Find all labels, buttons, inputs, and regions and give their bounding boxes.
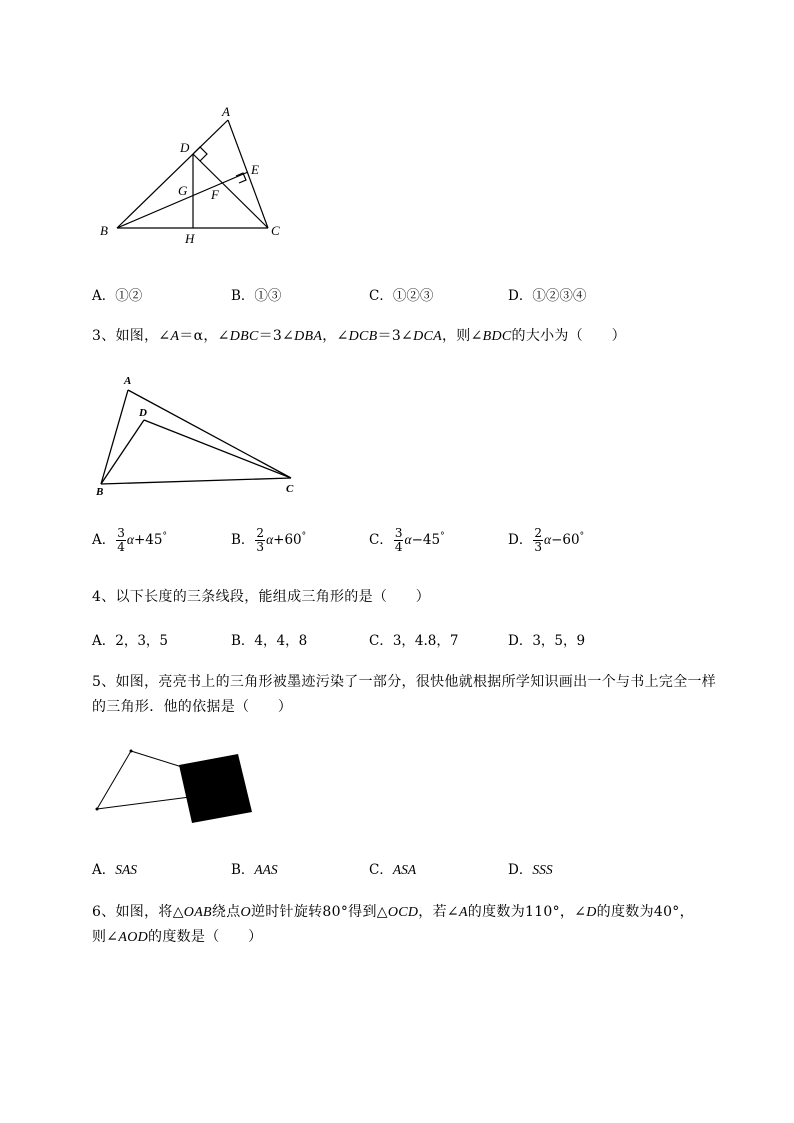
q4-option-a[interactable]: A．2，3，5 [92, 633, 169, 649]
q5-option-c[interactable]: C．ASA [369, 862, 417, 878]
q2-option-c[interactable]: C．①②③ [369, 288, 434, 304]
q3-label-a: A [124, 375, 132, 387]
ink-blot [179, 754, 252, 823]
q2-option-a[interactable]: A．①② [92, 288, 143, 304]
q6-stem-line1: 6、如图，将△OAB绕点O逆时针旋转80°得到△OCD，若∠A的度数为110°，∠D的度数为40°， [92, 904, 694, 920]
q4-stem: 4、以下长度的三条线段，能组成三角形的是（ ） [92, 589, 431, 605]
q3-stem: 3、如图，∠A＝α，∠DBC＝3∠DBA，∠DCB＝3∠DCA，则∠BDC的大小为（ ） [92, 328, 626, 344]
side-bottom [97, 797, 190, 809]
q5-stem-line1: 5、如图，亮亮书上的三角形被墨迹污染了一部分，很快他就根据所学知识画出一个与书上完全一样 [92, 674, 717, 690]
q4-option-d[interactable]: D．3，5，9 [508, 633, 586, 649]
label-h: H [185, 231, 195, 246]
q5-option-b[interactable]: B．AAS [231, 862, 278, 878]
vertex-left [96, 808, 99, 811]
q4-option-c[interactable]: C．3，4.8，7 [369, 633, 459, 649]
q5-stem-line2: 的三角形．他的依据是（ ） [92, 699, 293, 715]
q3-option-b[interactable]: B． $\frac{2}{3}$ α+60° [231, 526, 307, 554]
q2-option-d[interactable]: D．①②③④ [508, 288, 587, 304]
q2-option-b[interactable]: B．①③ [231, 288, 282, 304]
q3-label-d: D [139, 407, 147, 419]
q3-option-c[interactable]: C． $\frac{3}{4}$ α−45° [369, 526, 445, 554]
vertex-top [130, 750, 133, 753]
q3-option-a[interactable]: A． $\frac{3}{4}$ α+45° [92, 526, 167, 554]
label-b: B [100, 223, 108, 238]
label-d: D [180, 140, 190, 155]
q5-option-a[interactable]: A．SAS [92, 862, 137, 878]
q3-label-c: C [286, 483, 294, 495]
q3-label-b: B [96, 486, 104, 498]
label-c: C [271, 223, 280, 238]
label-a: A [222, 104, 230, 119]
label-f: F [211, 187, 219, 202]
label-g: G [178, 183, 188, 198]
label-e: E [251, 162, 259, 177]
side-top [131, 751, 182, 767]
side-left [97, 751, 131, 809]
q6-stem-line2: 则∠AOD的度数是（ ） [92, 929, 263, 945]
q5-option-d[interactable]: D．SSS [508, 862, 553, 878]
q3-option-d[interactable]: D． $\frac{2}{3}$ α−60° [508, 526, 585, 554]
q4-option-b[interactable]: B．4，4，8 [231, 633, 308, 649]
